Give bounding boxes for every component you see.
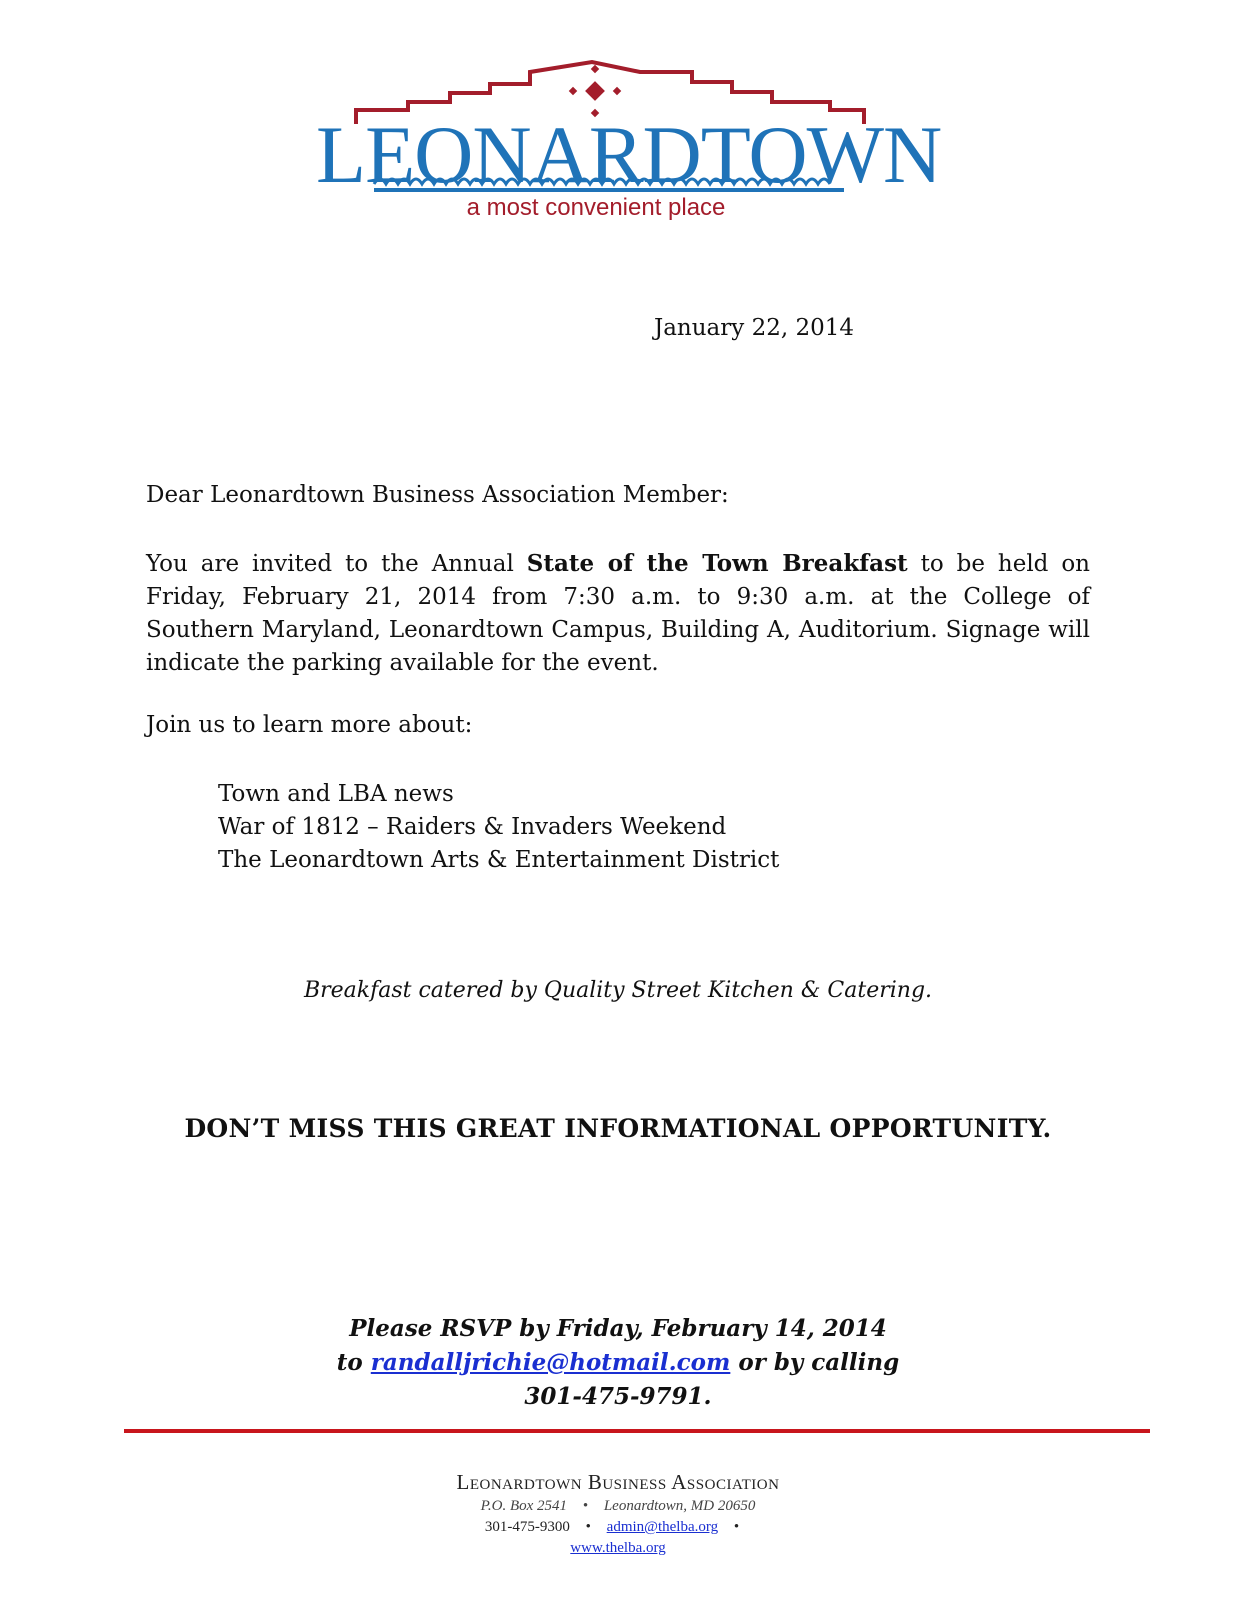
bullet-icon: • (582, 1498, 589, 1514)
footer (0, 1469, 1236, 1559)
footer-org-name: Leonardtown Business Association (456, 1470, 780, 1494)
para-intro: You are invited to the Annual (146, 551, 514, 577)
footer-city: Leonardtown, MD 20650 (603, 1498, 756, 1514)
topics-list (218, 778, 779, 877)
salutation: Dear Leonardtown Business Association Member: (146, 482, 729, 508)
footer-email-link[interactable]: admin@thelba.org (606, 1519, 719, 1535)
logo-tagline: a most convenient place (466, 194, 726, 221)
catering-note: Breakfast catered by Quality Street Kitchen & Catering. (303, 978, 933, 1003)
footer-contact (0, 1517, 1236, 1538)
footer-phone: 301-475-9300 (484, 1519, 570, 1535)
headline: DON’T MISS THIS GREAT INFORMATIONAL OPPORTUNITY. (184, 1114, 1052, 1143)
list-item: The Leonardtown Arts & Entertainment District (218, 847, 780, 873)
rsvp-to: to (336, 1349, 363, 1376)
rsvp-block (0, 1312, 1236, 1414)
footer-divider (124, 1429, 1150, 1433)
event-name: State of the Town Breakfast (526, 550, 908, 577)
letter-date: January 22, 2014 (654, 315, 854, 341)
logo-wordmark: LEONARDTOWN (316, 109, 942, 200)
footer-website-row (0, 1538, 1236, 1559)
para-rest: to be held on Friday, February 21, 2014 from 7:30 a.m. to 9:30 a.m. at the College of Southern Maryland, Leonardtown Campus, Building A, Auditorium. Signage will indicate the parking available for the event. (146, 551, 1090, 676)
leonardtown-logo (316, 58, 942, 230)
list-item: War of 1812 – Raiders & Invaders Weekend (218, 814, 727, 840)
list-item: Town and LBA news (218, 781, 454, 807)
invitation-paragraph (146, 547, 1090, 680)
footer-website-link[interactable]: www.thelba.org (570, 1540, 666, 1556)
footer-address (0, 1495, 1236, 1517)
rsvp-or: or by calling (738, 1349, 900, 1376)
bullet-icon: • (585, 1519, 591, 1535)
rsvp-line-2 (0, 1346, 1236, 1380)
rsvp-email-link[interactable]: randalljrichie@hotmail.com (370, 1349, 731, 1376)
rsvp-phone: 301-475-9791. (524, 1383, 712, 1410)
bullet-icon: • (733, 1519, 740, 1535)
footer-po-box: P.O. Box 2541 (480, 1498, 568, 1514)
rsvp-line-1: Please RSVP by Friday, February 14, 2014 (349, 1315, 887, 1342)
join-line: Join us to learn more about: (146, 712, 473, 738)
